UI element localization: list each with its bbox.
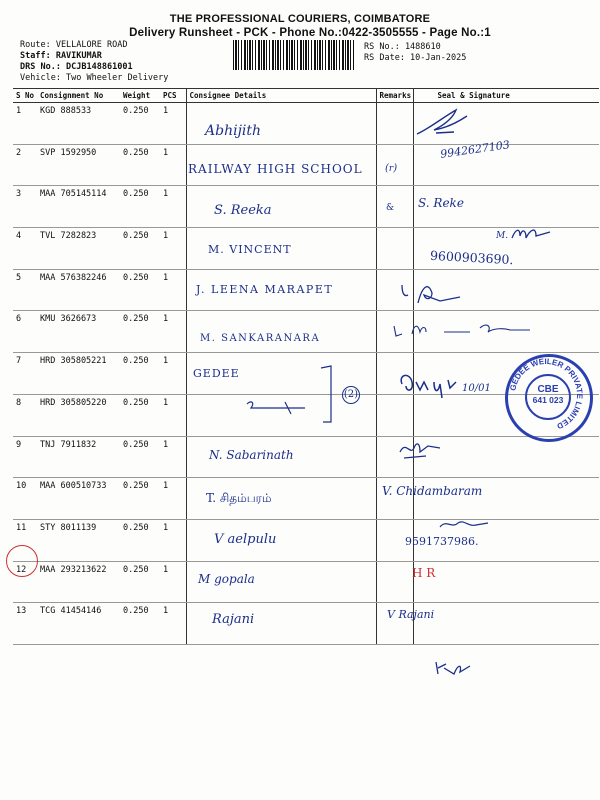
table-row xyxy=(13,561,599,603)
seal-code: 641 023 xyxy=(532,395,564,405)
cell-consignment: MAA 705145114 xyxy=(37,186,120,228)
company-title: THE PROFESSIONAL COURIERS, COIMBATORE xyxy=(169,13,431,25)
cell-pcs: 1 xyxy=(160,269,186,311)
signature-6 xyxy=(390,318,540,342)
col-header-remarks: Remarks xyxy=(376,89,413,103)
rs-no-label: RS No.: 1488610 xyxy=(364,42,441,52)
cell-sno: 10 xyxy=(13,478,37,520)
handwritten-sig-13: V Rajani xyxy=(387,608,435,621)
handwritten-consignee-1: Abhijith xyxy=(205,123,262,139)
table-row xyxy=(13,519,599,561)
cell-pcs: 1 xyxy=(160,103,186,145)
table-row xyxy=(13,103,599,145)
cell-weight: 0.250 xyxy=(120,186,160,228)
handwritten-consignee-2: RAILWAY HIGH SCHOOL xyxy=(188,162,363,176)
table-row xyxy=(13,436,599,478)
cell-pcs: 1 xyxy=(160,603,186,645)
cell-pcs: 1 xyxy=(160,311,186,353)
cell-remarks xyxy=(376,186,413,228)
cell-weight: 0.250 xyxy=(120,311,160,353)
cell-sno: 2 xyxy=(13,144,37,186)
handwritten-phone-2: (r) xyxy=(385,163,398,174)
handwritten-consignee-9: N. Sabarinath xyxy=(209,448,294,462)
cell-sno: 9 xyxy=(13,436,37,478)
cell-weight: 0.250 xyxy=(120,603,160,645)
cell-remarks xyxy=(376,103,413,145)
cell-sno: 12 xyxy=(13,561,37,603)
cell-pcs: 1 xyxy=(160,353,186,395)
cell-seal xyxy=(413,603,599,645)
cell-consignment: TCG 41454146 xyxy=(37,603,120,645)
cell-consignment: MAA 600510733 xyxy=(37,478,120,520)
company-seal-stamp xyxy=(505,354,593,442)
seal-city: CBE xyxy=(537,384,559,395)
cell-sno: 5 xyxy=(13,269,37,311)
cell-consignment: MAA 576382246 xyxy=(37,269,120,311)
cell-consignment: KMU 3626673 xyxy=(37,311,120,353)
signature-11 xyxy=(436,517,492,533)
cell-pcs: 1 xyxy=(160,478,186,520)
handwritten-consignee-3: S. Reeka xyxy=(214,203,272,218)
cell-remarks xyxy=(376,561,413,603)
handwritten-consignee-6: M. SANKARANARA xyxy=(200,333,321,344)
handwritten-consignee-12: M gopala xyxy=(198,572,255,586)
handwritten-m-4: M. xyxy=(496,231,509,241)
cell-consignment: STY 8011139 xyxy=(37,519,120,561)
handwritten-date-8: 10/01 xyxy=(462,383,491,394)
cell-sno: 3 xyxy=(13,186,37,228)
footer-signature xyxy=(432,656,472,678)
cell-consignment: TNJ 7911832 xyxy=(37,436,120,478)
cell-weight: 0.250 xyxy=(120,519,160,561)
cell-consignment: KGD 888533 xyxy=(37,103,120,145)
cell-weight: 0.250 xyxy=(120,561,160,603)
cell-sno: 4 xyxy=(13,228,37,270)
cell-consignment: MAA 293213622 xyxy=(37,561,120,603)
cell-pcs: 1 xyxy=(160,144,186,186)
handwritten-consignee-10: T. சிதம்பரம் xyxy=(206,491,272,505)
handwritten-phone-11: 9591737986. xyxy=(405,535,479,548)
table-header-row xyxy=(13,89,599,103)
handwritten-consignee-7: GEDEE xyxy=(193,367,240,380)
col-header-seal: Seal & Signature xyxy=(413,89,599,103)
handwritten-remark-7: (2) xyxy=(342,386,360,404)
drs-label: DRS No.: DCJB148861001 xyxy=(20,62,133,72)
cell-pcs: 1 xyxy=(160,394,186,436)
cell-sno: 7 xyxy=(13,353,37,395)
cell-pcs: 1 xyxy=(160,519,186,561)
cell-pcs: 1 xyxy=(160,561,186,603)
signature-1 xyxy=(412,100,472,140)
vehicle-label: Vehicle: Two Wheeler Delivery xyxy=(20,73,169,83)
handwritten-phone-2b: 9942627103 xyxy=(439,138,511,161)
cell-consignee xyxy=(186,311,376,353)
col-header-weight: Weight xyxy=(120,89,160,103)
handwritten-amp-3: & xyxy=(386,203,395,213)
col-header-pcs: PCS xyxy=(160,89,186,103)
handwritten-consignee-13: Rajani xyxy=(212,612,255,627)
svg-text:GEDEE WEILER PRIVATE LIMITED: GEDEE WEILER PRIVATE LIMITED xyxy=(508,356,585,431)
rs-date-label: RS Date: 10-Jan-2025 xyxy=(364,53,467,63)
cell-weight: 0.250 xyxy=(120,394,160,436)
cell-weight: 0.250 xyxy=(120,269,160,311)
handwritten-sig-10: V. Chidambaram xyxy=(382,484,483,498)
handwritten-consignee-5: J. LEENA MARAPET xyxy=(196,283,334,296)
table-row xyxy=(13,603,599,645)
signature-5 xyxy=(396,275,466,307)
signature-4 xyxy=(508,222,554,244)
cell-seal xyxy=(413,561,599,603)
route-label: Route: VELLALORE ROAD xyxy=(20,40,128,50)
handwritten-remark-12: H R xyxy=(412,566,436,580)
staff-label: Staff: RAVIKUMAR xyxy=(20,51,102,61)
cell-weight: 0.250 xyxy=(120,228,160,270)
cell-consignment: HRD 305805221 xyxy=(37,353,120,395)
red-circle-mark xyxy=(6,545,38,577)
runsheet-subtitle: Delivery Runsheet - PCK - Phone No.:0422-3505555 - Page No.:1 xyxy=(129,27,491,39)
barcode-image xyxy=(233,40,354,70)
cell-consignment: HRD 305805220 xyxy=(37,394,120,436)
cell-weight: 0.250 xyxy=(120,436,160,478)
handwritten-phone-4: 9600903690. xyxy=(429,247,514,268)
cell-weight: 0.250 xyxy=(120,353,160,395)
handwritten-consignee-4: M. VINCENT xyxy=(208,243,292,256)
bracket-7-8 xyxy=(225,360,345,430)
cell-sno: 8 xyxy=(13,394,37,436)
seal-inner xyxy=(525,374,571,420)
cell-remarks xyxy=(376,228,413,270)
cell-consignment: TVL 7282823 xyxy=(37,228,120,270)
cell-weight: 0.250 xyxy=(120,144,160,186)
signature-7 xyxy=(396,370,464,404)
cell-sno: 1 xyxy=(13,103,37,145)
cell-sno: 13 xyxy=(13,603,37,645)
cell-consignment: SVP 1592950 xyxy=(37,144,120,186)
cell-weight: 0.250 xyxy=(120,478,160,520)
table-row xyxy=(13,478,599,520)
cell-pcs: 1 xyxy=(160,228,186,270)
signature-9 xyxy=(396,436,446,464)
col-header-consignee: Consignee Details xyxy=(186,89,376,103)
col-header-consignment: Consignment No xyxy=(37,89,120,103)
cell-sno: 11 xyxy=(13,519,37,561)
cell-sno: 6 xyxy=(13,311,37,353)
cell-weight: 0.250 xyxy=(120,103,160,145)
cell-pcs: 1 xyxy=(160,186,186,228)
col-header-sno: S No xyxy=(13,89,37,103)
handwritten-sig-3: S. Reke xyxy=(418,196,464,210)
handwritten-consignee-11: V aelpulu xyxy=(214,532,277,547)
cell-pcs: 1 xyxy=(160,436,186,478)
